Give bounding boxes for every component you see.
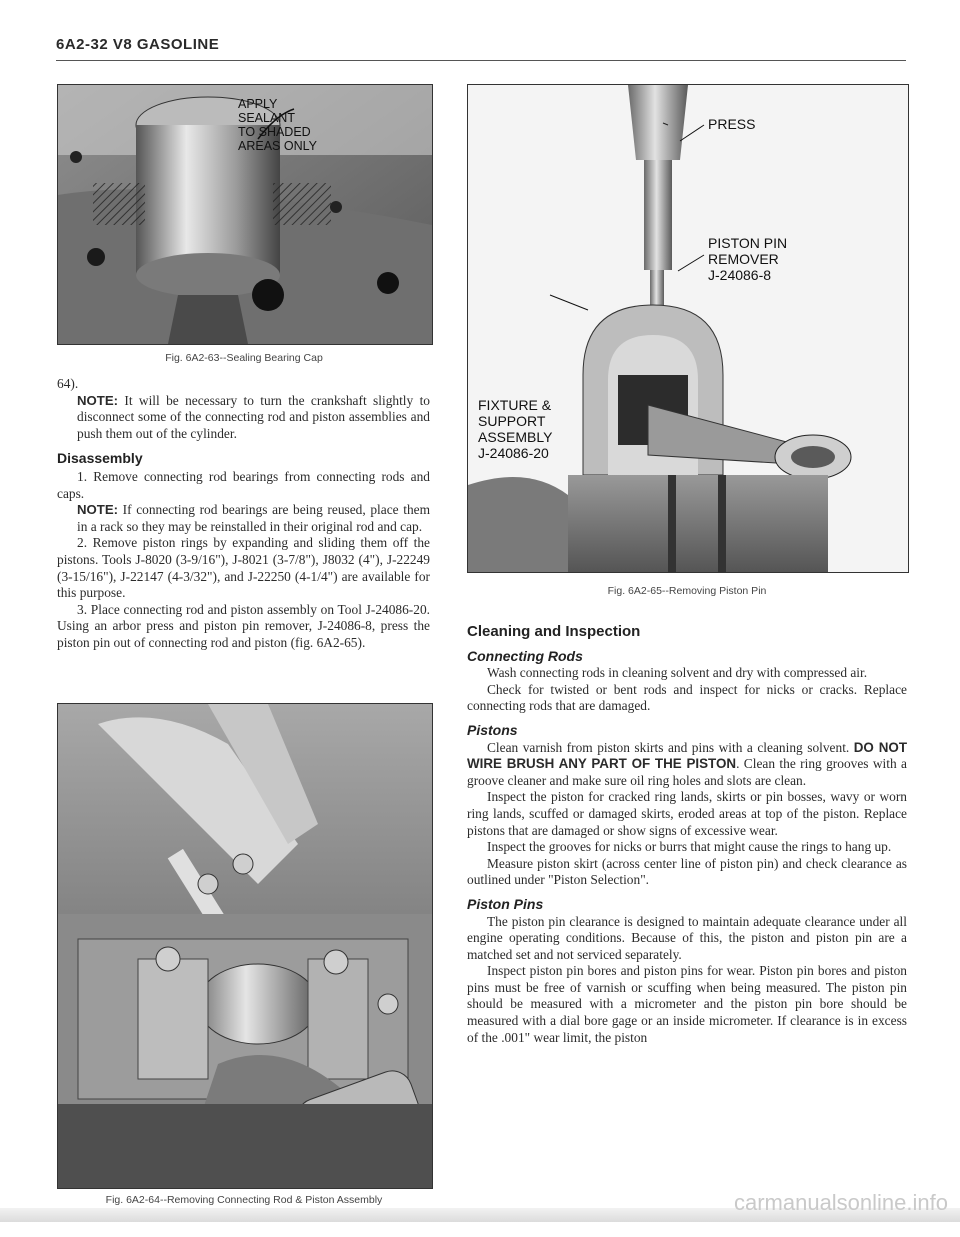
connecting-rods-heading: Connecting Rods xyxy=(467,647,583,664)
rods-paragraph-2: Check for twisted or bent rods and inspect for nicks or cracks. Replace connecting rods that are damaged. xyxy=(467,681,907,714)
pistons-paragraph-2: Inspect the piston for cracked ring lands, skirts or pin bosses, wavy or worn ring lands, scuffed or damaged skirts, eroded areas at top of the piston. Replace pistons that are damaged or show signs of excessive wear. xyxy=(467,789,907,838)
removing-rod-assembly-illustration xyxy=(58,704,432,1188)
pins-paragraph-1: The piston pin clearance is designed to maintain adequate clearance under all engine operating conditions. Because of this, the piston and piston pin are a matched set and not serviced separately. xyxy=(467,913,907,962)
figure-caption-63: Fig. 6A2-63--Sealing Bearing Cap xyxy=(165,352,323,364)
press-label: PRESS xyxy=(708,116,756,132)
piston-pin-remover-label: PISTON PIN REMOVER J-24086-8 xyxy=(708,235,788,283)
page-header: 6A2-32 V8 GASOLINE xyxy=(56,36,220,53)
sealant-callout: APPLY SEALANT TO SHADED AREAS ONLY xyxy=(238,97,317,153)
left-column xyxy=(57,376,430,652)
figure-removing-piston-pin xyxy=(467,84,909,573)
step-3: 3. Place connecting rod and piston assembly on Tool J-24086-20. Using an arbor press and piston pin remover, J-24086-8, press the piston pin out of connecting rod and piston (fig. 6A2-65). xyxy=(57,601,430,650)
header-rule xyxy=(56,60,906,61)
pistons-paragraph-4: Measure piston skirt (across center line of piston pin) and check clearance as outlined under "Piston Selection". xyxy=(467,855,907,888)
removing-piston-pin-illustration xyxy=(468,85,908,572)
figure-sealing-bearing-cap xyxy=(57,84,433,345)
watermark: carmanualsonline.info xyxy=(733,1190,948,1215)
note-bearings-reused: NOTE: If connecting rod bearings are being reused, place them in a rack so they may be reinstalled in their original rod and cap. xyxy=(77,502,430,534)
note-turn-crankshaft: NOTE: It will be necessary to turn the crankshaft slightly to disconnect some of the connecting rod and piston assemblies and push them out of the cylinder. xyxy=(77,392,430,441)
step-1: 1. Remove connecting rod bearings from connecting rods and caps. xyxy=(57,468,430,501)
piston-pins-heading: Piston Pins xyxy=(467,895,544,912)
pistons-heading: Pistons xyxy=(467,721,518,738)
figure-removing-rod-assembly xyxy=(57,703,433,1189)
step-2: 2. Remove piston rings by expanding and sliding them off the pistons. Tools J-8020 (3-9/16"), J-8021 (3-7/8"), J8032 (4"), J-22249 (3-15/16"), J-22147 (4-3/32"), and J-22250 (4-1/4") are available for this purpose. xyxy=(57,535,430,601)
rods-paragraph-1: Wash connecting rods in cleaning solvent and dry with compressed air. xyxy=(487,665,868,681)
figure-caption-64: Fig. 6A2-64--Removing Connecting Rod & Piston Assembly xyxy=(105,1194,383,1206)
disassembly-heading: Disassembly xyxy=(57,450,143,467)
pistons-paragraph-1: Clean varnish from piston skirts and pins with a cleaning solvent. DO NOT WIRE BRUSH ANY PART OF THE PISTON. Clean the ring grooves with a groove cleaner and make sure oil ring holes and slots are clean. xyxy=(467,739,907,788)
right-column xyxy=(467,624,907,1046)
pistons-paragraph-3: Inspect the grooves for nicks or burrs that might cause the rings to hang up. xyxy=(487,839,892,855)
figure-caption-65: Fig. 6A2-65--Removing Piston Pin xyxy=(607,585,767,597)
fixture-support-label: FIXTURE & SUPPORT ASSEMBLY J-24086-20 xyxy=(478,397,553,461)
cleaning-inspection-heading: Cleaning and Inspection xyxy=(467,623,641,640)
intro-text: 64). xyxy=(57,376,79,391)
pins-paragraph-2: Inspect piston pin bores and piston pins for wear. Piston pin bores and piston pins must be free of varnish or scuffing when being measured. The piston pin should be measured with a micrometer and the piston pin bore should be measured with a dial bore gage or an inside micrometer. If clearance is in excess of the .001" wear limit, the piston xyxy=(467,963,907,1045)
